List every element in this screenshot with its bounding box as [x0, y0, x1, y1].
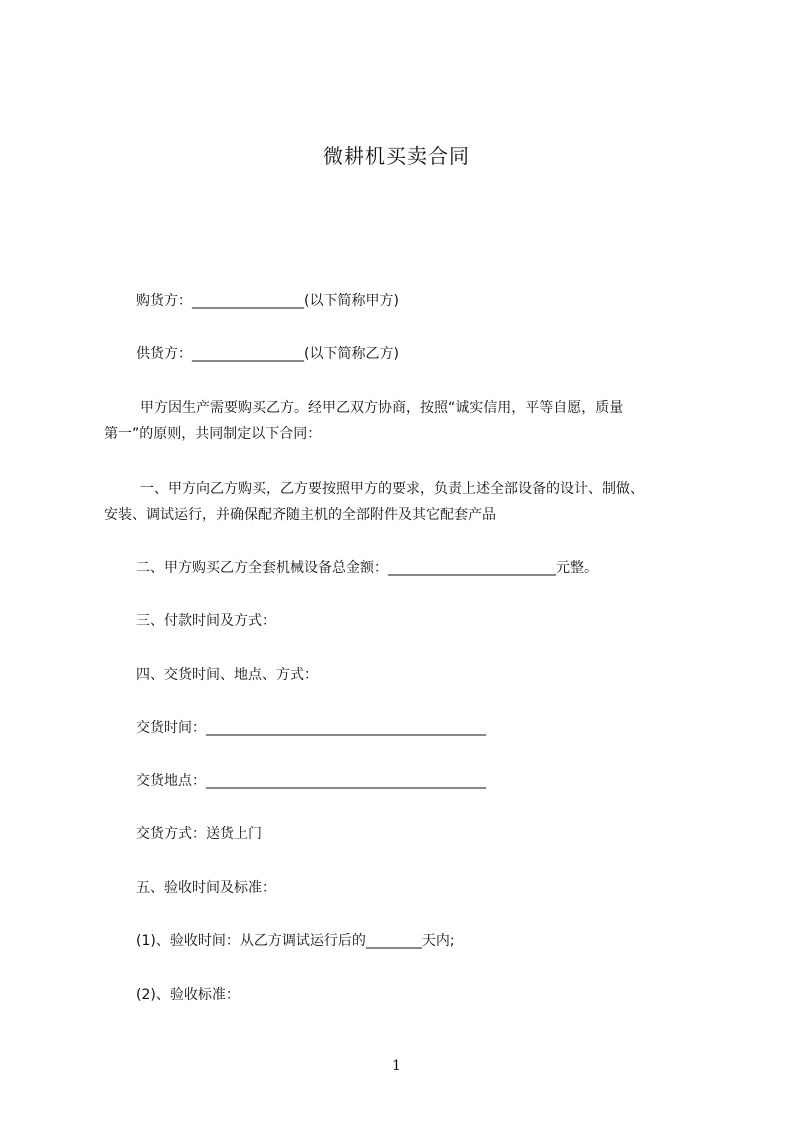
clause-5: 五、验收时间及标准： [136, 880, 276, 896]
clause-1-line-2: 安装、调试运行，并确保配齐随主机的全部附件及其它配套产品 [104, 507, 496, 523]
intro-line-2: 第一”的原则，共同制定以下合同： [104, 426, 322, 442]
acceptance-time-line: (1)、验收时间：从乙方调试运行后的________天内; [136, 933, 455, 949]
page-number: 1 [392, 1058, 401, 1074]
delivery-place-line: 交货地点：________________________________________ [136, 773, 486, 789]
delivery-method-line: 交货方式：送货上门 [136, 826, 262, 842]
document-title: 微耕机买卖合同 [323, 144, 470, 168]
clause-3: 三、付款时间及方式： [136, 613, 276, 629]
intro-line-1: 甲方因生产需要购买乙方。经甲乙双方协商，按照“诚实信用，平等自愿，质量 [140, 400, 624, 416]
delivery-time-line: 交货时间：________________________________________ [136, 720, 486, 736]
seller-line: 供货方：________________(以下简称乙方) [136, 346, 399, 362]
clause-2: 二、甲方购买乙方全套机械设备总金额：________________________元整。 [136, 560, 598, 576]
clause-1-line-1: 一、甲方向乙方购买，乙方要按照甲方的要求，负责上述全部设备的设计、制做、 [140, 481, 644, 497]
clause-4: 四、交货时间、地点、方式： [136, 667, 318, 683]
buyer-line: 购货方：________________(以下简称甲方) [136, 293, 399, 309]
acceptance-standard-line: (2)、验收标准： [136, 987, 240, 1003]
